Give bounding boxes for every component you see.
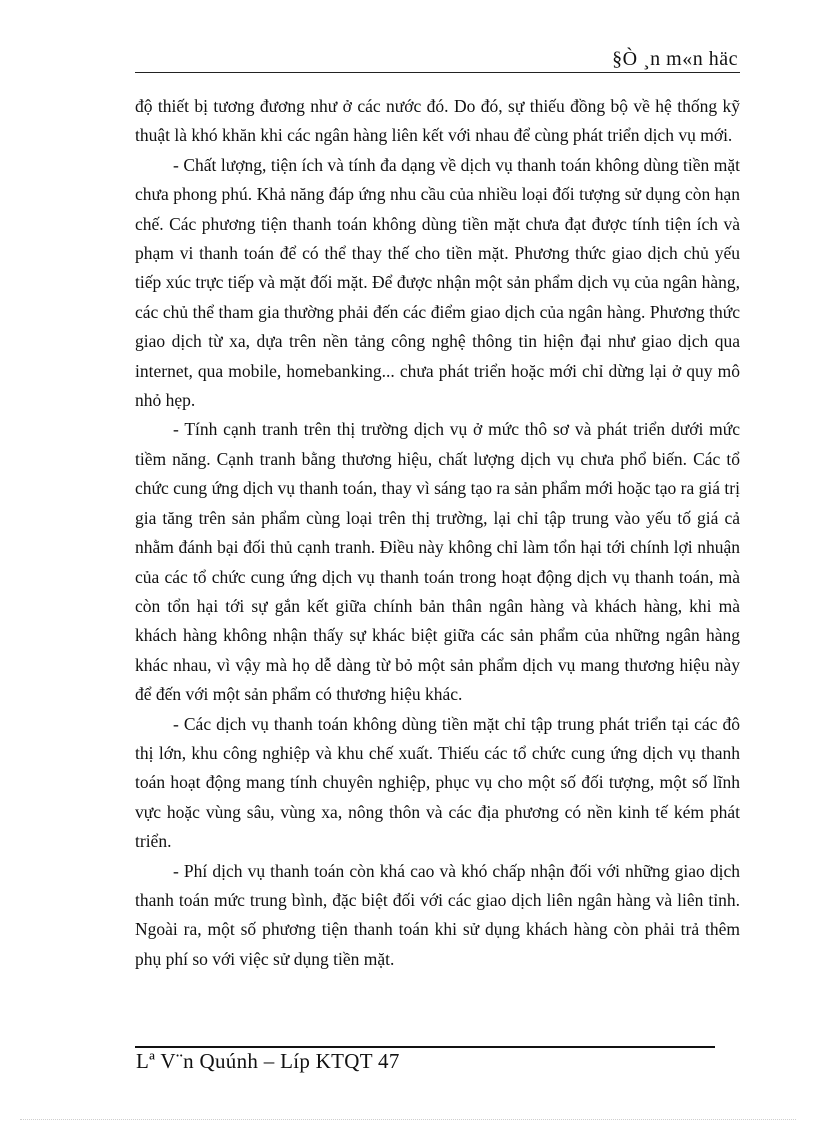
page-footer-author: Lª V¨n Quúnh – Líp KTQT 47 xyxy=(136,1049,400,1073)
header-rule xyxy=(135,72,740,73)
footer-rule xyxy=(135,1046,715,1048)
paragraph-competition: - Tính cạnh tranh trên thị trường dịch vụ ở mức thô sơ và phát triển dưới mức tiềm năng. Cạnh tranh bằng thương hiệu, chất lượng dịch vụ chưa phổ biến. Các tổ chức cung ứng dịch vụ thanh toán, thay vì sáng tạo ra sản phẩm mới hoặc tạo ra giá trị gia tăng trên sản phẩm cùng loại trên thị trường, lại chỉ tập trung vào yếu tố giá cả nhằm đánh bại đối thủ cạnh tranh. Điều này không chỉ làm tổn hại tới chính lợi nhuận của các tổ chức cung ứng dịch vụ thanh toán trong hoạt động dịch vụ thanh toán, mà còn tổn hại tới sự gắn kết giữa chính bản thân ngân hàng và khách hàng, khi mà khách hàng không nhận thấy sự khác biệt giữa các sản phẩm của những ngân hàng khác nhau, vì vậy mà họ dễ dàng từ bỏ một sản phẩm dịch vụ mang thương hiệu này để đến với một sản phẩm có thương hiệu khác. xyxy=(135,419,740,705)
page-header-title: §Ò ¸n m«n häc xyxy=(612,48,738,70)
paragraph-service-quality: - Chất lượng, tiện ích và tính đa dạng về dịch vụ thanh toán không dùng tiền mặt chưa phong phú. Khả năng đáp ứng nhu cầu của nhiều loại đối tượng sử dụng còn hạn chế. Các phương tiện thanh toán không dùng tiền mặt chưa đạt được tính tiện ích và phạm vi thanh toán để có thể thay thế cho tiền mặt. Phương thức giao dịch chủ yếu tiếp xúc trực tiếp và mặt đối mặt. Để được nhận một sản phẩm dịch vụ của ngân hàng, các chủ thể tham gia thường phải đến các điểm giao dịch của ngân hàng. Phương thức giao dịch từ xa, dựa trên nền tảng công nghệ thông tin hiện đại như giao dịch qua internet, qua mobile, homebanking... chưa phát triển hoặc mới chỉ dừng lại ở quy mô nhỏ hẹp. xyxy=(135,154,740,411)
paragraph-urban-focus: - Các dịch vụ thanh toán không dùng tiền mặt chỉ tập trung phát triển tại các đô thị lớn, khu công nghiệp và khu chế xuất. Thiếu các tổ chức cung ứng dịch vụ thanh toán hoạt động mang tính chuyên nghiệp, phục vụ cho một số đối tượng, một số lĩnh vực hoặc vùng sâu, vùng xa, nông thôn và các địa phương có nền kinh tế kém phát triển. xyxy=(135,713,740,852)
bottom-dotted-border xyxy=(20,1119,796,1120)
paragraph-service-fees: - Phí dịch vụ thanh toán còn khá cao và khó chấp nhận đối với những giao dịch thanh toán mức trung bình, đặc biệt đối với các giao dịch liên ngân hàng và liên tỉnh. Ngoài ra, một số phương tiện thanh toán khi sử dụng khách hàng còn phải trả thêm phụ phí so với việc sử dụng tiền mặt. xyxy=(135,860,740,969)
body-text xyxy=(135,92,740,974)
paragraph-continuation: độ thiết bị tương đương như ở các nước đó. Do đó, sự thiếu đồng bộ về hệ thống kỹ thuật là khó khăn khi các ngân hàng liên kết với nhau để cùng phát triển dịch vụ mới. xyxy=(135,96,740,146)
